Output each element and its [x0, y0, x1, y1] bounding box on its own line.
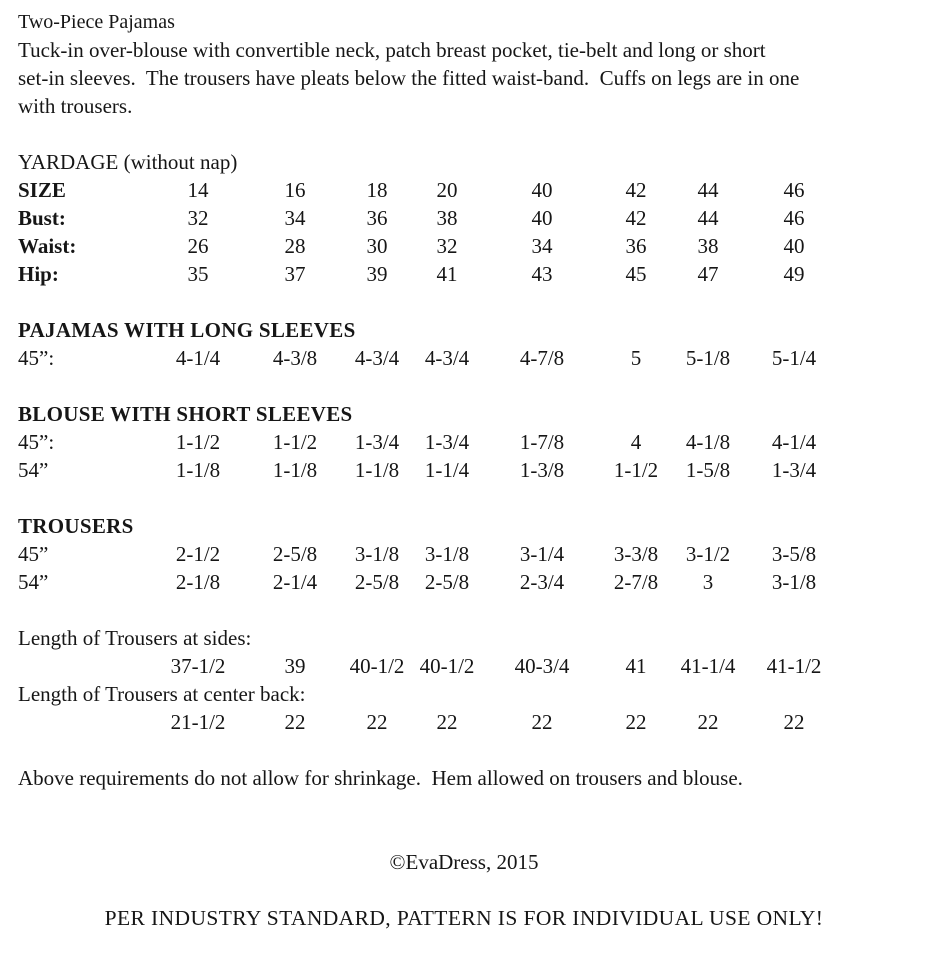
- row-label: 54”: [18, 570, 49, 594]
- table-cell: 2-1/4: [272, 570, 318, 594]
- blouse-yardage-table: [18, 428, 842, 484]
- table-cell: 1-5/8: [685, 458, 731, 482]
- table-cell: 40: [531, 206, 553, 230]
- table-row: [18, 568, 842, 596]
- blouse-short-sleeves-heading: BLOUSE WITH SHORT SLEEVES: [18, 402, 353, 426]
- table-row: [18, 652, 842, 680]
- table-cell: 2-7/8: [613, 570, 659, 594]
- table-cell: 1-1/4: [424, 458, 470, 482]
- table-cell: 22: [284, 710, 306, 734]
- trouser-length-sides-table: [18, 652, 842, 680]
- table-cell: 1-1/2: [613, 458, 659, 482]
- table-cell: 37: [284, 262, 306, 286]
- table-cell: 5: [630, 346, 642, 370]
- copyright-notice: ©EvaDress, 2015: [389, 850, 539, 874]
- table-cell: 4-3/8: [272, 346, 318, 370]
- table-cell: 2-5/8: [272, 542, 318, 566]
- size-measurement-table: [18, 176, 842, 288]
- table-cell: 3-3/8: [613, 542, 659, 566]
- table-cell: 5-1/4: [771, 346, 817, 370]
- yardage-heading: YARDAGE (without nap): [18, 150, 238, 174]
- table-cell: 4-1/4: [771, 430, 817, 454]
- table-cell: 22: [366, 710, 388, 734]
- table-cell: 40-1/2: [349, 654, 405, 678]
- table-cell: 46: [783, 206, 805, 230]
- row-label: SIZE: [18, 178, 66, 202]
- table-cell: 26: [187, 234, 209, 258]
- row-label: 45”:: [18, 430, 55, 454]
- table-cell: 2-1/2: [175, 542, 221, 566]
- table-cell: 14: [187, 178, 209, 202]
- table-cell: 2-1/8: [175, 570, 221, 594]
- table-cell: 4-3/4: [424, 346, 470, 370]
- row-label: [18, 708, 148, 736]
- table-cell: 41: [625, 654, 647, 678]
- trousers-heading: TROUSERS: [18, 514, 134, 538]
- table-cell: 47: [697, 262, 719, 286]
- shrinkage-note: Above requirements do not allow for shrinkage. Hem allowed on trousers and blouse.: [18, 766, 743, 790]
- table-row: [18, 260, 842, 288]
- table-cell: 22: [436, 710, 458, 734]
- table-cell: 39: [284, 654, 306, 678]
- table-row: [18, 708, 842, 736]
- row-label: Bust:: [18, 206, 66, 230]
- table-cell: 20: [436, 178, 458, 202]
- table-row: [18, 344, 842, 372]
- table-cell: 38: [697, 234, 719, 258]
- row-label: 45”:: [18, 346, 55, 370]
- table-cell: 22: [625, 710, 647, 734]
- table-cell: 2-3/4: [519, 570, 565, 594]
- table-cell: 16: [284, 178, 306, 202]
- table-cell: 3-1/2: [685, 542, 731, 566]
- table-cell: 3-1/8: [354, 542, 400, 566]
- row-label: 45”: [18, 542, 49, 566]
- table-row: [18, 204, 842, 232]
- table-cell: 42: [625, 178, 647, 202]
- trouser-length-center-back-table: [18, 708, 842, 736]
- table-cell: 22: [697, 710, 719, 734]
- table-cell: 4-1/4: [175, 346, 221, 370]
- table-cell: 1-1/8: [272, 458, 318, 482]
- table-cell: 22: [531, 710, 553, 734]
- table-cell: 35: [187, 262, 209, 286]
- table-cell: 44: [697, 206, 719, 230]
- table-cell: 3-5/8: [771, 542, 817, 566]
- table-cell: 3-1/4: [519, 542, 565, 566]
- trouser-length-sides-label: Length of Trousers at sides:: [18, 626, 252, 650]
- table-cell: 1-7/8: [519, 430, 565, 454]
- table-row: [18, 176, 842, 204]
- pajamas-long-sleeves-heading: PAJAMAS WITH LONG SLEEVES: [18, 318, 356, 342]
- table-cell: 38: [436, 206, 458, 230]
- table-cell: 34: [531, 234, 553, 258]
- table-cell: 4-3/4: [354, 346, 400, 370]
- table-cell: 1-1/8: [354, 458, 400, 482]
- trouser-length-center-back-label: Length of Trousers at center back:: [18, 682, 306, 706]
- table-cell: 1-1/2: [272, 430, 318, 454]
- trousers-yardage-table: [18, 540, 842, 596]
- table-cell: 40: [783, 234, 805, 258]
- table-cell: 1-3/4: [354, 430, 400, 454]
- table-row: [18, 540, 842, 568]
- table-cell: 1-1/8: [175, 458, 221, 482]
- table-cell: 41-1/2: [766, 654, 822, 678]
- table-cell: 40-1/2: [419, 654, 475, 678]
- table-cell: 43: [531, 262, 553, 286]
- table-row: [18, 456, 842, 484]
- table-cell: 42: [625, 206, 647, 230]
- license-notice: PER INDUSTRY STANDARD, PATTERN IS FOR INDIVIDUAL USE ONLY!: [104, 906, 824, 930]
- table-cell: 45: [625, 262, 647, 286]
- description-line: set-in sleeves. The trousers have pleats below the fitted waist-band. Cuffs on legs are in one: [18, 66, 800, 90]
- row-label: 54”: [18, 458, 49, 482]
- table-cell: 5-1/8: [685, 346, 731, 370]
- table-cell: 3-1/8: [771, 570, 817, 594]
- table-cell: 1-3/8: [519, 458, 565, 482]
- table-cell: 30: [366, 234, 388, 258]
- table-cell: 36: [366, 206, 388, 230]
- table-row: [18, 428, 842, 456]
- table-cell: 32: [187, 206, 209, 230]
- table-cell: 4-1/8: [685, 430, 731, 454]
- table-cell: 41-1/4: [680, 654, 736, 678]
- table-cell: 39: [366, 262, 388, 286]
- table-cell: 28: [284, 234, 306, 258]
- description-line: with trousers.: [18, 94, 133, 118]
- table-cell: 4: [630, 430, 642, 454]
- table-cell: 18: [366, 178, 388, 202]
- table-cell: 2-5/8: [354, 570, 400, 594]
- table-cell: 36: [625, 234, 647, 258]
- table-cell: 3: [702, 570, 714, 594]
- garment-description: [18, 36, 910, 120]
- table-cell: 4-7/8: [519, 346, 565, 370]
- pajamas-yardage-table: [18, 344, 842, 372]
- table-cell: 3-1/8: [424, 542, 470, 566]
- table-cell: 46: [783, 178, 805, 202]
- table-cell: 41: [436, 262, 458, 286]
- page-title: Two-Piece Pajamas: [18, 11, 175, 33]
- table-cell: 37-1/2: [170, 654, 226, 678]
- table-cell: 2-5/8: [424, 570, 470, 594]
- row-label: Waist:: [18, 234, 77, 258]
- table-cell: 1-3/4: [771, 458, 817, 482]
- table-cell: 32: [436, 234, 458, 258]
- table-cell: 22: [783, 710, 805, 734]
- row-label: Hip:: [18, 262, 59, 286]
- table-cell: 34: [284, 206, 306, 230]
- table-cell: 40: [531, 178, 553, 202]
- table-cell: 40-3/4: [514, 654, 570, 678]
- table-cell: 1-3/4: [424, 430, 470, 454]
- table-row: [18, 232, 842, 260]
- description-line: Tuck-in over-blouse with convertible neck, patch breast pocket, tie-belt and long or short: [18, 38, 766, 62]
- table-cell: 21-1/2: [170, 710, 226, 734]
- table-cell: 44: [697, 178, 719, 202]
- row-label: [18, 652, 148, 680]
- table-cell: 49: [783, 262, 805, 286]
- table-cell: 1-1/2: [175, 430, 221, 454]
